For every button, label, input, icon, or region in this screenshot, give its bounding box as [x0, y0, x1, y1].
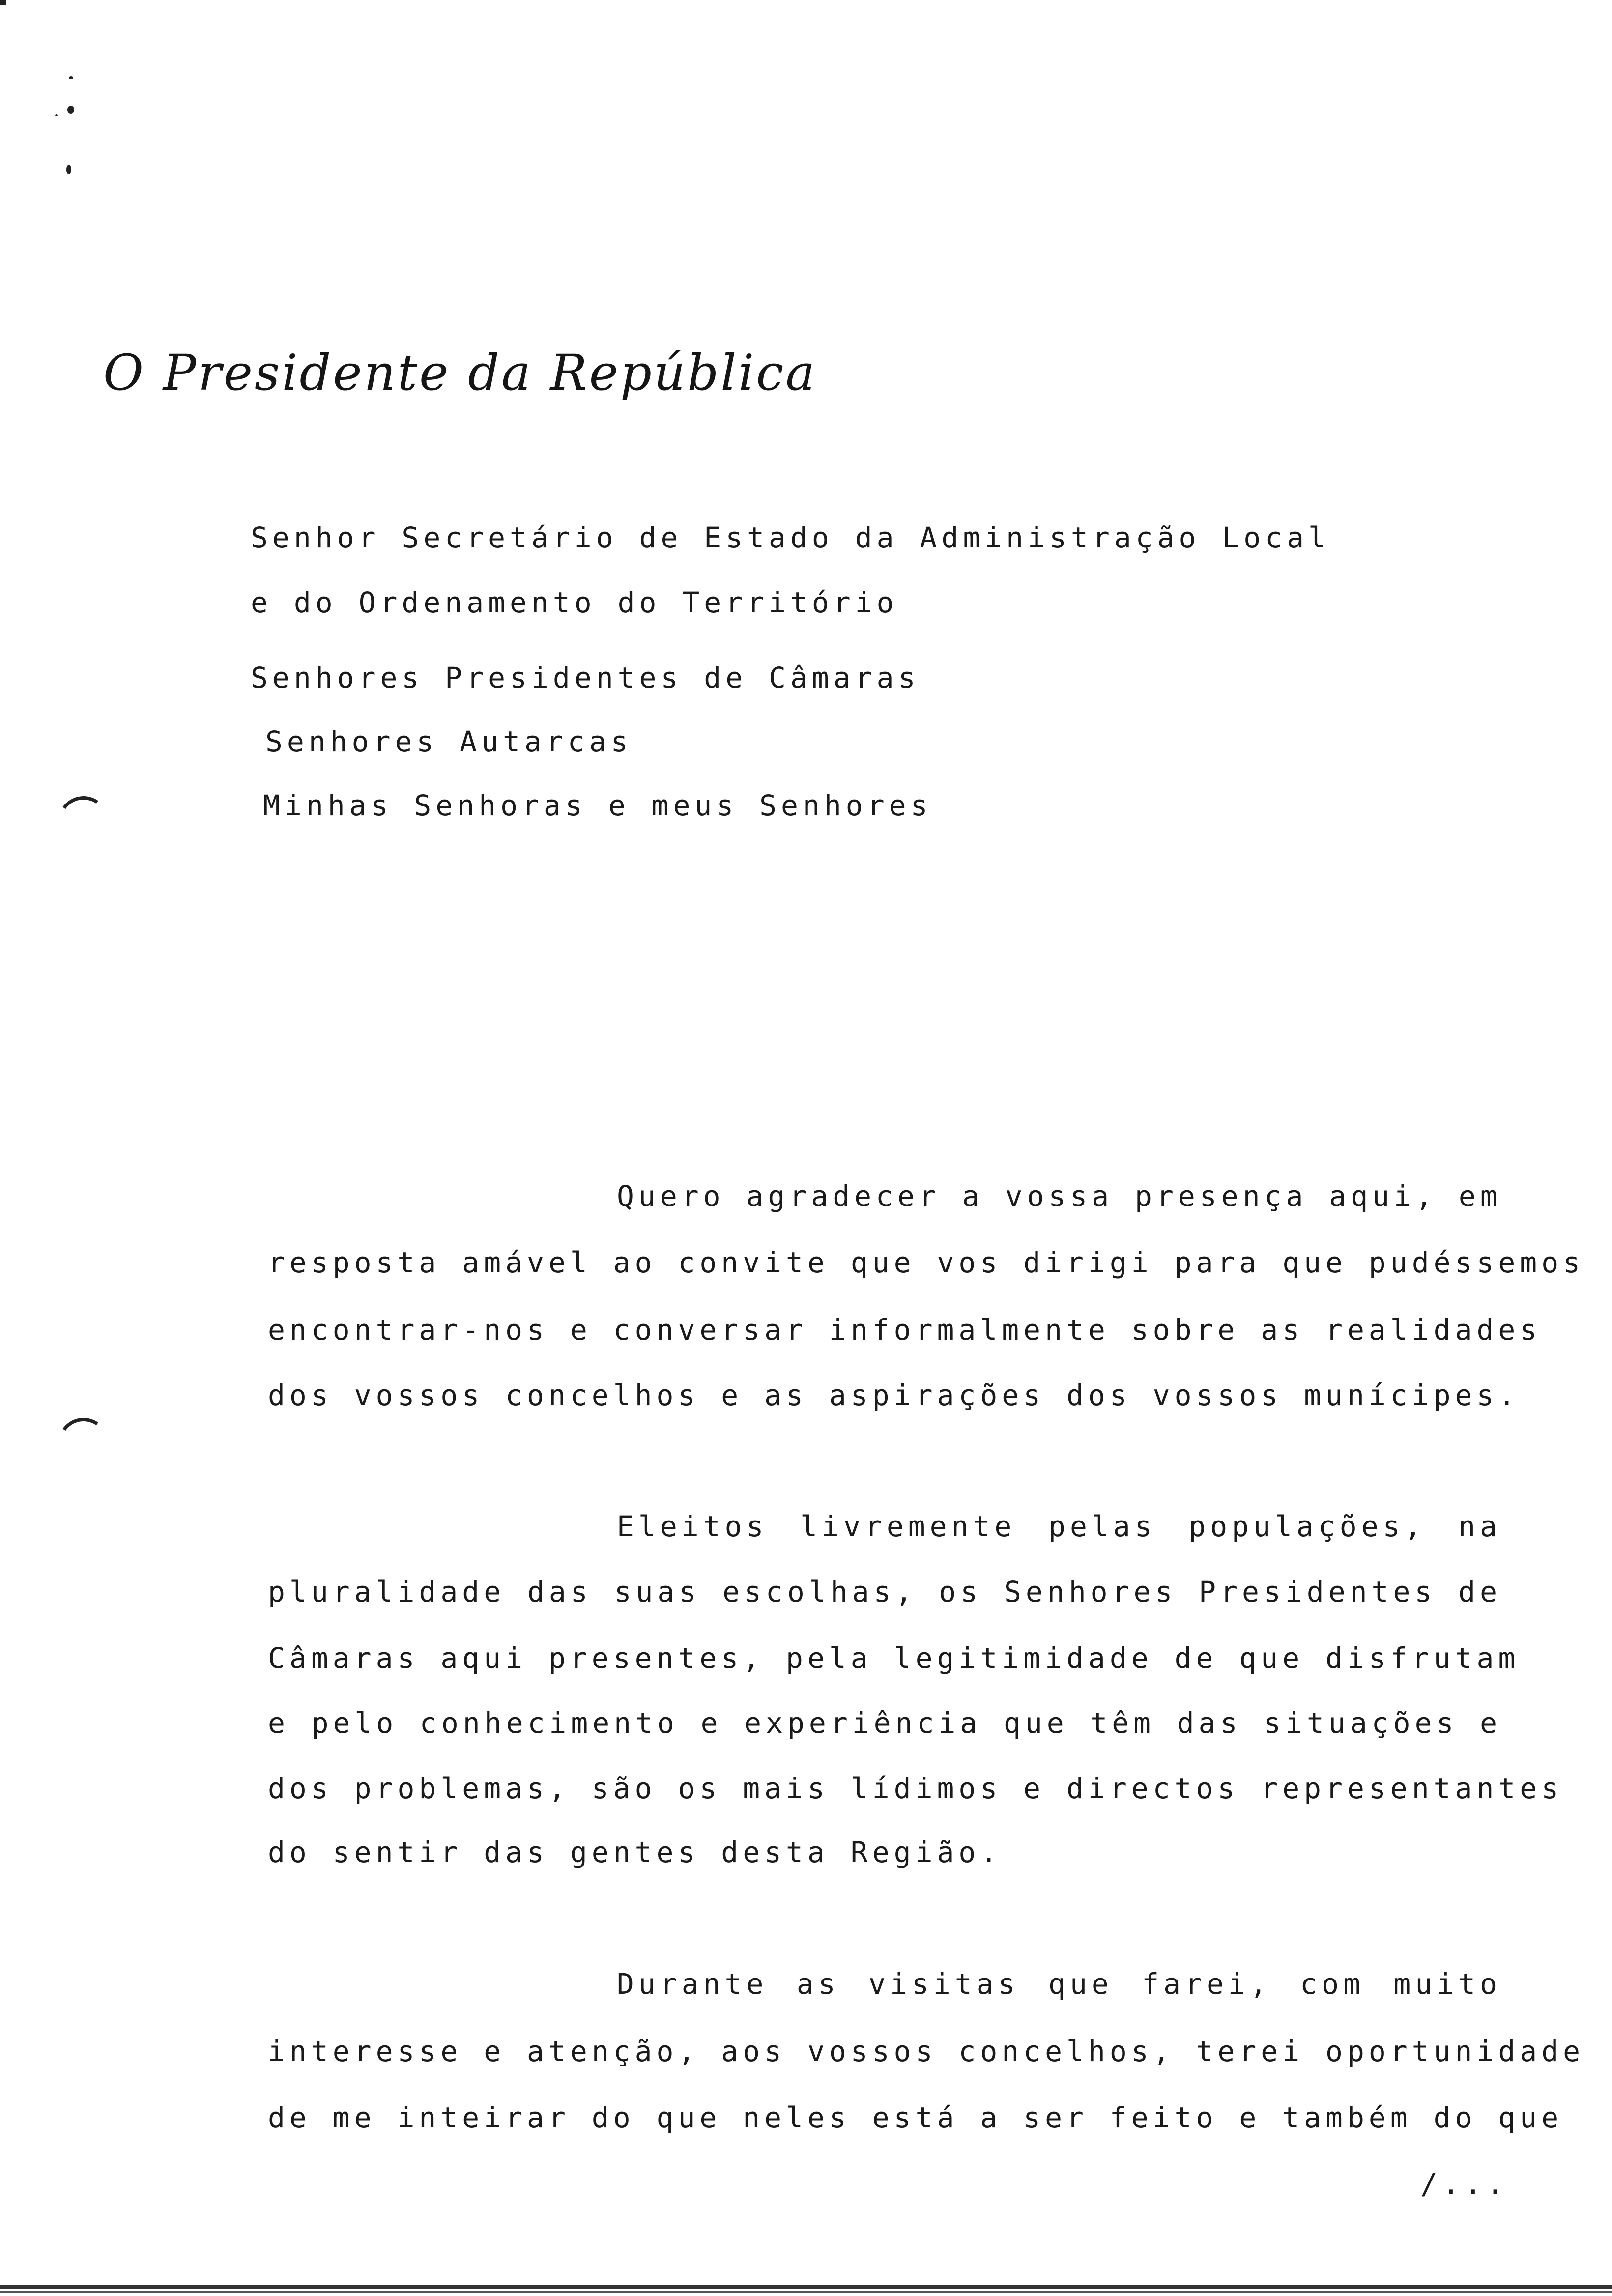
paragraph-1-last-line: dos vossos concelhos e as aspirações dos vossos munícipes. [268, 1378, 1520, 1412]
scan-speck [55, 114, 58, 116]
paragraph-1-line: resposta amável ao convite que vos dirigi para que pudéssemos [268, 1246, 1585, 1279]
paragraph-2-first-line: Eleitos livremente pelas populações, na [617, 1510, 1501, 1543]
salutation-line: Senhores Autarcas [265, 725, 633, 758]
scan-speck [69, 76, 73, 79]
paragraph-1-first-line: Quero agradecer a vossa presença aqui, em [617, 1179, 1502, 1213]
scan-speck [66, 165, 71, 174]
paragraph-2-last-line: do sentir das gentes desta Região. [268, 1836, 1002, 1869]
paragraph-3-line: de me inteirar do que neles está a ser feito e também do que [268, 2101, 1563, 2134]
scan-bottom-edge [0, 2291, 1612, 2293]
salutation-line: Minhas Senhoras e meus Senhores [263, 789, 932, 822]
scan-speck [67, 106, 74, 114]
scan-corner-mark [0, 0, 6, 5]
paragraph-1-line: encontrar-nos e conversar informalmente sobre as realidades [268, 1313, 1542, 1347]
punch-hole-mark [54, 792, 113, 851]
salutation-line: Senhores Presidentes de Câmaras [251, 661, 920, 694]
letterhead: O Presidente da República [103, 344, 817, 402]
paragraph-2-line: Câmaras aqui presentes, pela legitimidade de que disfrutam [268, 1641, 1520, 1675]
salutation-line: e do Ordenamento do Território [251, 586, 898, 619]
paragraph-3-line: interesse e atenção, aos vossos concelhos, terei oportunidade [268, 2035, 1585, 2068]
paragraph-2-line: dos problemas, são os mais lídimos e directos representantes [268, 1772, 1563, 1805]
paragraph-2-line: pluralidade das suas escolhas, os Senhores Presidentes de [268, 1575, 1501, 1608]
paragraph-2-line: e pelo conhecimento e experiência que têm das situações e [268, 1706, 1501, 1740]
punch-hole-mark [54, 1414, 113, 1473]
salutation-line: Senhor Secretário de Estado da Administração Local [251, 521, 1330, 554]
scan-bottom-edge [0, 2285, 1612, 2289]
paragraph-3-first-line: Durante as visitas que farei, com muito [617, 1967, 1501, 2001]
continuation-mark: /... [1420, 2167, 1509, 2201]
